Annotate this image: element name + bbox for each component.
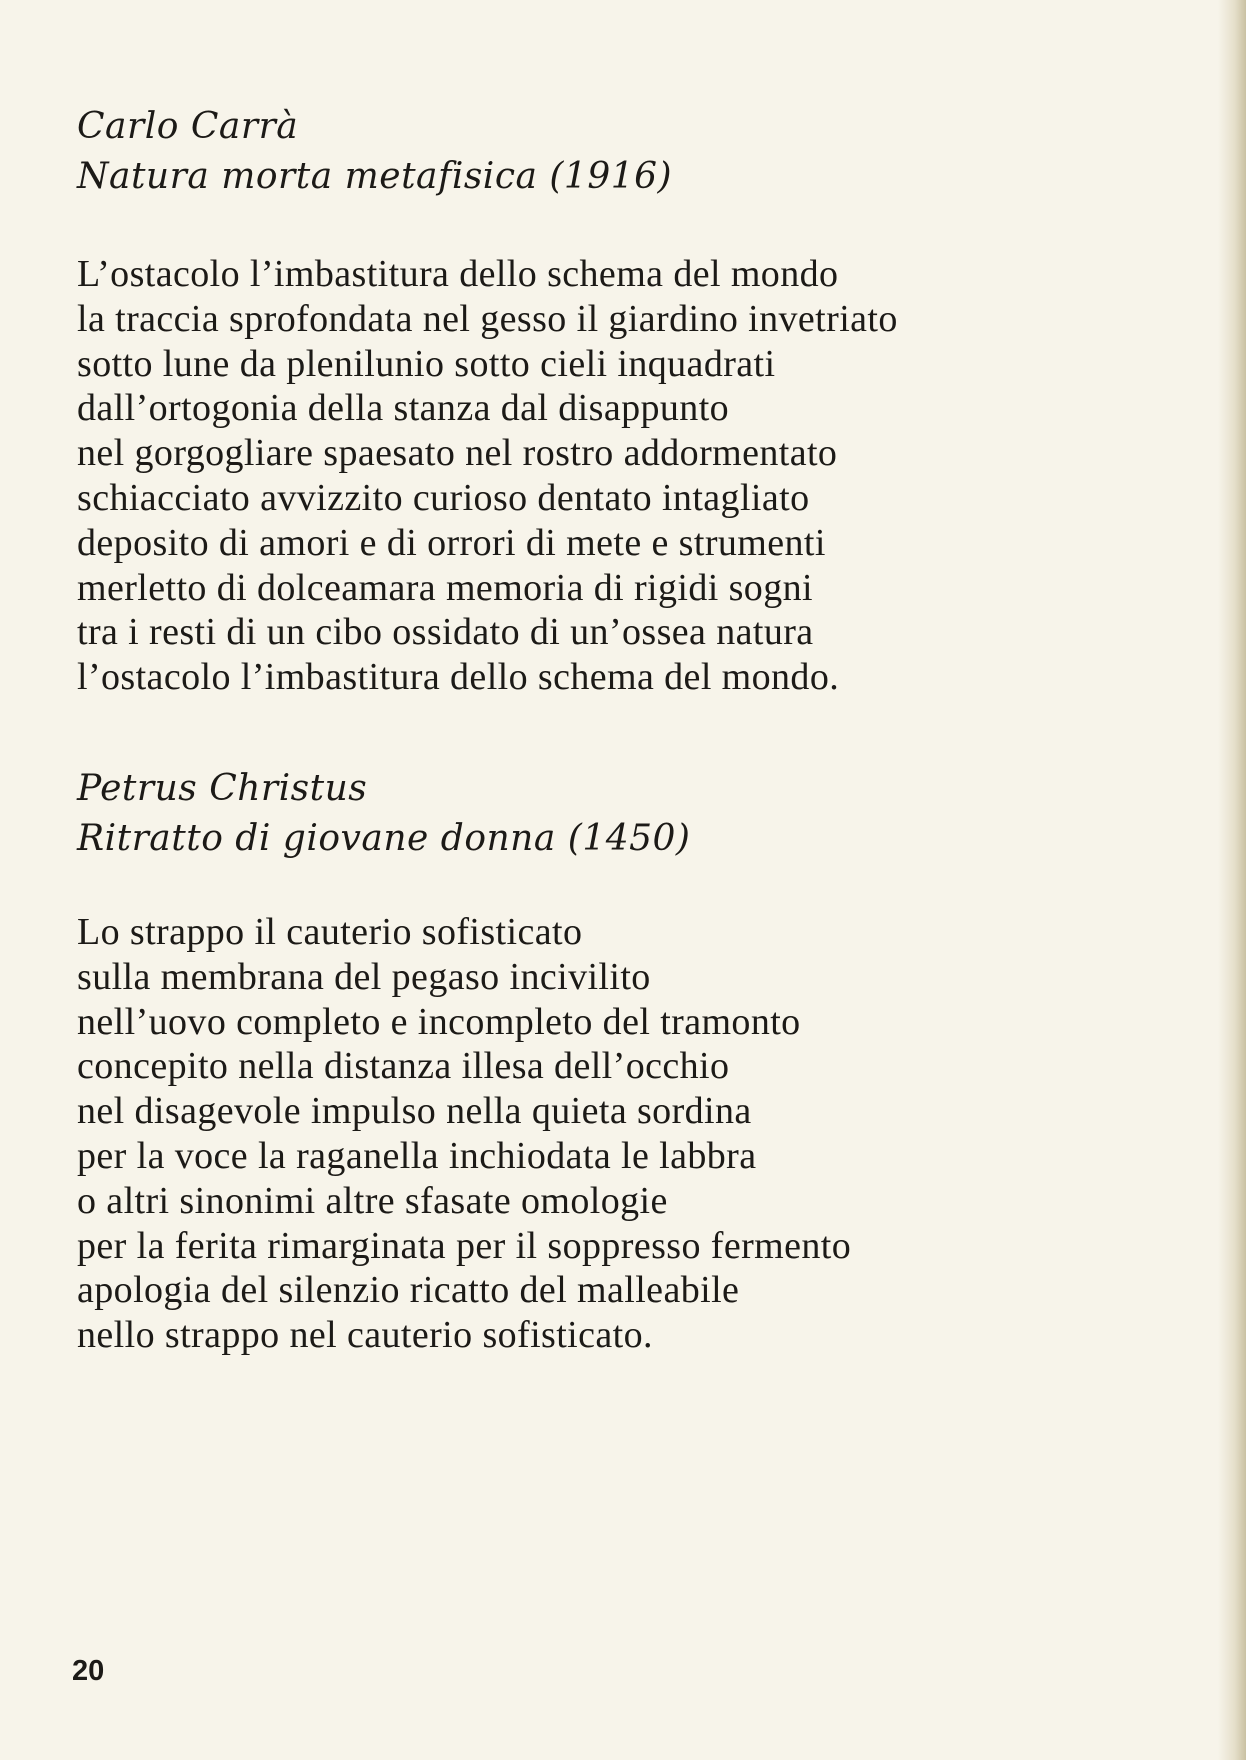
verse-line: Lo strappo il cauterio sofisticato xyxy=(77,911,583,953)
poem-artwork-title: Natura morta metafisica (1916) xyxy=(77,156,673,197)
verse-line: L’ostacolo l’imbastitura dello schema del mondo xyxy=(77,253,839,295)
page-number: 20 xyxy=(72,1655,105,1687)
verse-line: sulla membrana del pegaso incivilito xyxy=(77,955,651,998)
poem-verses xyxy=(77,910,1077,1358)
poem-verses xyxy=(77,252,1077,700)
verse-line: l’ostacolo l’imbastitura dello schema del mondo. xyxy=(77,656,840,699)
poem-author: Petrus Christus xyxy=(77,768,368,809)
verse-line: dall’ortogonia della stanza dal disappunto xyxy=(77,387,730,430)
verse-line: tra i resti di un cibo ossidato di un’ossea natura xyxy=(77,611,814,654)
verse-line: per la ferita rimarginata per il soppresso fermento xyxy=(77,1224,852,1267)
verse-line: sotto lune da plenilunio sotto cieli inquadrati xyxy=(77,342,776,385)
verse-line: nell’uovo completo e incompleto del tramonto xyxy=(77,1000,801,1043)
verse-line: nello strappo nel cauterio sofisticato. xyxy=(77,1314,653,1357)
page-edge-shadow xyxy=(1218,0,1246,1760)
verse-line: o altri sinonimi altre sfasate omologie xyxy=(77,1179,668,1222)
verse-line: nel disagevole impulso nella quieta sordina xyxy=(77,1090,752,1133)
poem-carra xyxy=(77,102,1077,700)
verse-line: apologia del silenzio ricatto del malleabile xyxy=(77,1269,740,1312)
verse-line: nel gorgogliare spaesato nel rostro addormentato xyxy=(77,432,838,475)
verse-line: la traccia sprofondata nel gesso il giardino invetriato xyxy=(77,297,898,340)
verse-line: schiacciato avvizzito curioso dentato intagliato xyxy=(77,476,810,519)
poem-author: Carlo Carrà xyxy=(77,106,299,147)
verse-line: concepito nella distanza illesa dell’occhio xyxy=(77,1045,730,1088)
poem-artwork-title: Ritratto di giovane donna (1450) xyxy=(77,818,691,859)
verse-line: merletto di dolceamara memoria di rigidi sogni xyxy=(77,566,813,609)
poem-christus xyxy=(77,764,1077,1358)
verse-line: deposito di amori e di orrori di mete e strumenti xyxy=(77,521,826,564)
verse-line: per la voce la raganella inchiodata le labbra xyxy=(77,1134,757,1177)
